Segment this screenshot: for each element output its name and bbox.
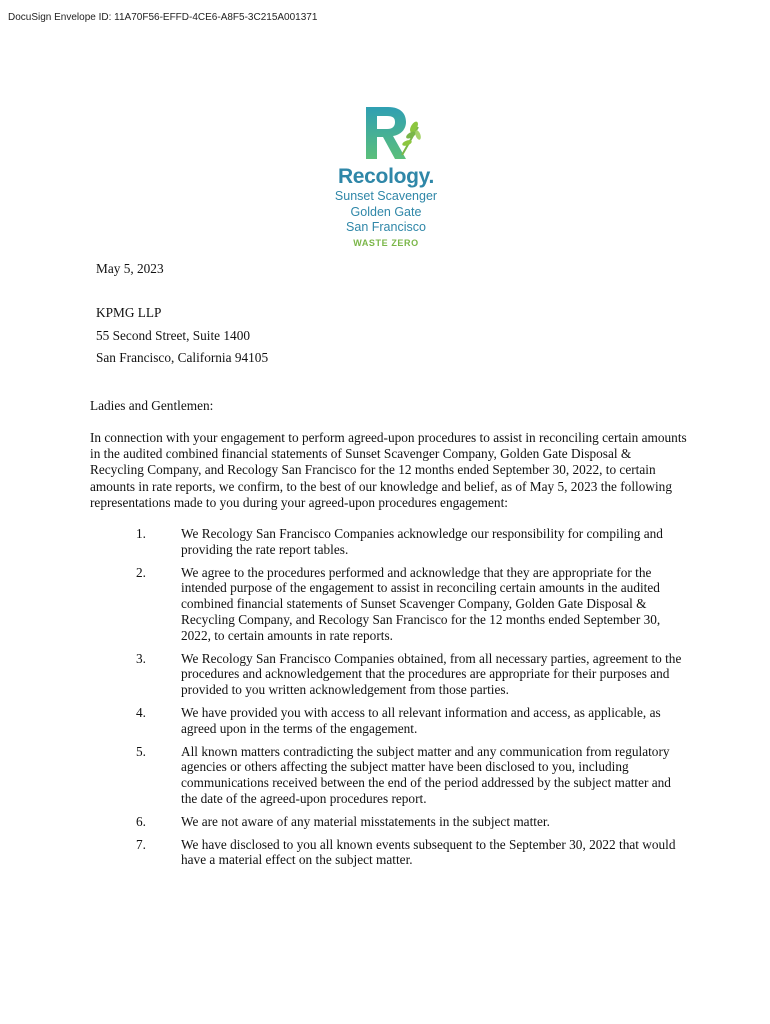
item-number: 3. <box>136 650 146 666</box>
logo-line: Sunset Scavenger <box>334 189 438 203</box>
address-line: San Francisco, California 94105 <box>96 350 269 365</box>
item-text: We agree to the procedures performed and acknowledge that they are appropriate for the intended purpose of the engagement to assist in reconciling certain amounts in the audited combined financial statements of Sunset Scavenger Company, Golden Gate Disposal & Recycling Company, and Recology San Francisco for the 12 months ended September 30, 2022, to certain amounts in rate reports. <box>181 564 661 643</box>
list-item <box>90 744 688 807</box>
list-item <box>90 837 688 869</box>
recipient-address <box>96 305 268 373</box>
item-number: 5. <box>136 743 146 759</box>
salutation: Ladies and Gentlemen: <box>90 398 214 413</box>
item-number: 2. <box>136 564 146 580</box>
address-line: KPMG LLP <box>96 305 162 320</box>
representations-list <box>90 526 688 875</box>
logo-line: San Francisco <box>346 220 426 234</box>
logo-line: Golden Gate <box>350 204 422 219</box>
item-number: 6. <box>136 813 146 829</box>
item-text: We Recology San Francisco Companies obtained, from all necessary parties, agreement to the procedures and acknowledgement that the procedures are appropriate for their purposes and provided to you written acknowledgement from those parties. <box>181 650 682 698</box>
item-number: 1. <box>136 526 146 541</box>
logo-tagline: WASTE ZERO <box>353 237 419 248</box>
item-text: We Recology San Francisco Companies acknowledge our responsibility for compiling and providing the rate report tables. <box>181 526 663 557</box>
item-text: We have provided you with access to all relevant information and access, as applicable, as agreed upon in the terms of the engagement. <box>181 704 661 736</box>
logo-brand: Recology. <box>337 165 435 188</box>
list-item <box>90 705 688 737</box>
item-text: We have disclosed to you all known events subsequent to the September 30, 2022 that would have a material effect on the subject matter. <box>181 836 676 868</box>
company-logo <box>326 105 446 248</box>
item-number: 7. <box>136 836 146 852</box>
envelope-id: DocuSign Envelope ID: 11A70F56-EFFD-4CE6-A8F5-3C215A001371 <box>8 12 318 23</box>
item-text: All known matters contradicting the subject matter and any communication from regulatory agencies or others affecting the subject matter have been disclosed to you, including communications received between the end of the period addressed by the subject matter and the date of the agreed-upon procedures report. <box>181 743 671 806</box>
item-text: We are not aware of any material misstatements in the subject matter. <box>181 813 550 829</box>
item-number: 4. <box>136 704 146 720</box>
list-item <box>90 526 688 558</box>
list-item <box>90 814 688 830</box>
address-line: 55 Second Street, Suite 1400 <box>96 327 251 343</box>
list-item <box>90 651 688 698</box>
letter-date: May 5, 2023 <box>96 261 164 276</box>
list-item <box>90 565 688 644</box>
intro-paragraph: In connection with your engagement to perform agreed-upon procedures to assist in reconciling certain amounts in the audited combined financial statements of Sunset Scavenger Company, Golden Gate Disposal & Recycling Company, and Recology San Francisco for the 12 months ended September 30, 2022, to certain amounts in rate reports, we confirm, to the best of our knowledge and belief, as of May 5, 2023 the following representations made to you during your agreed-upon procedures engagement: <box>90 430 687 510</box>
recology-r-leaf-logo-icon <box>362 105 422 161</box>
